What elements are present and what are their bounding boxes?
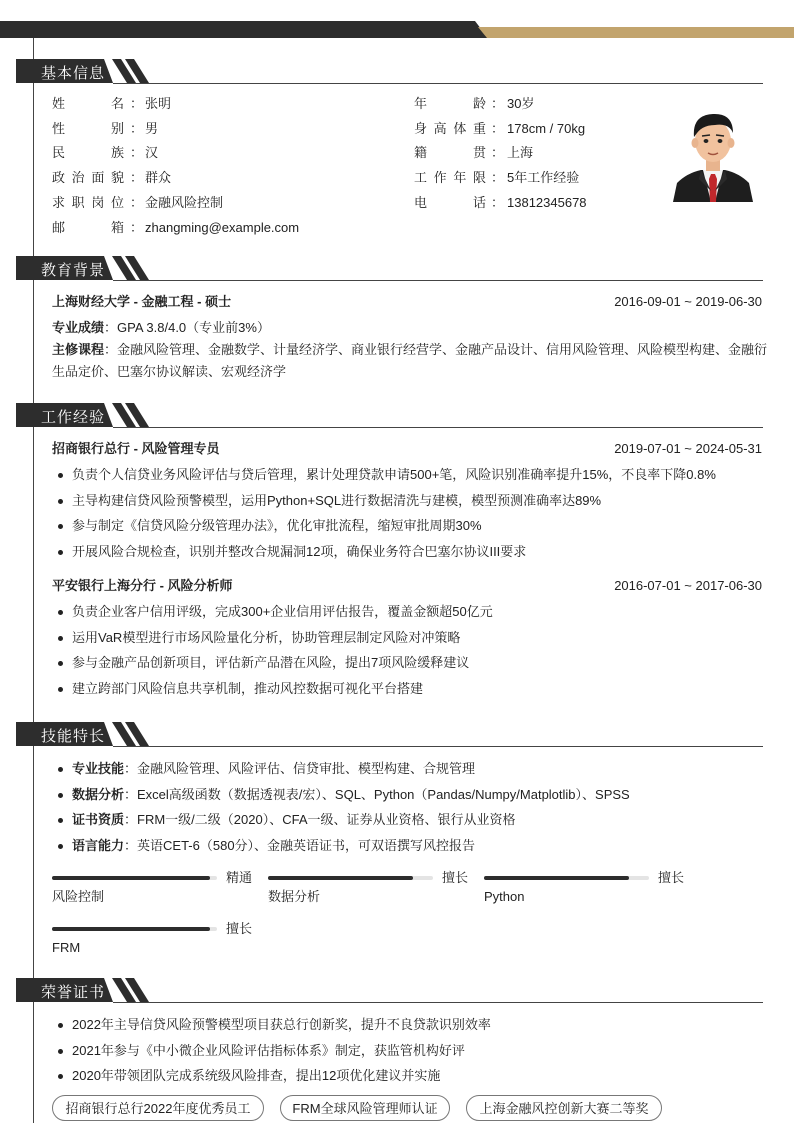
info-label-char: 话	[472, 194, 486, 210]
info-colon: ：	[130, 145, 144, 161]
section-header-education	[16, 256, 763, 280]
education-grade	[52, 320, 270, 336]
skill-value: ：金融风险管理、风险评估、信贷审批、模型构建、合规管理	[124, 761, 476, 776]
section-header-honors	[16, 978, 763, 1002]
skill-level: 擅长	[226, 921, 253, 936]
info-value: 30岁	[507, 96, 535, 111]
bullet-text: 开展风险合规检查，识别并整改合规漏洞12项，确保业务符合巴塞尔协议III要求	[72, 543, 527, 559]
info-label	[52, 195, 124, 211]
bullet-text: 负责个人信贷业务风险评估与贷后管理，累计处理贷款申请500+笔，风险识别准确率提升15%，不良率下降0.8%	[72, 467, 716, 482]
header-bar-dark	[0, 21, 488, 38]
info-label-char: 求	[52, 194, 66, 210]
bullet-dot	[58, 499, 63, 504]
skill-item	[72, 787, 630, 803]
info-label-char: 职	[71, 194, 85, 210]
info-value: 群众	[145, 170, 172, 186]
honor-pill: 招商银行总行2022年度优秀员工	[52, 1095, 264, 1121]
info-label	[414, 96, 486, 112]
info-label-char: 政	[52, 170, 66, 186]
skill-bar-track	[268, 876, 433, 880]
info-value: 上海	[507, 145, 534, 161]
skill-bar-fill	[52, 927, 210, 931]
bullet-dot	[58, 1023, 63, 1028]
info-label-char: 体	[453, 120, 467, 136]
bullet-dot	[58, 473, 63, 478]
info-label-char: 年	[453, 170, 467, 186]
section-title: 基本信息	[41, 65, 106, 82]
info-colon: ：	[491, 194, 505, 210]
info-colon: ：	[130, 170, 144, 186]
info-value: 张明	[145, 96, 172, 111]
info-label-char: 电	[414, 194, 428, 210]
info-label-char: 治	[71, 170, 85, 186]
skill-level: 擅长	[442, 870, 469, 885]
skill-name: FRM	[52, 940, 81, 955]
info-label-char: 工	[414, 170, 428, 186]
info-label-char: 别	[110, 120, 124, 136]
section-title: 技能特长	[41, 728, 106, 745]
courses-label: 主修课程	[52, 342, 105, 357]
bullet-dot	[58, 687, 63, 692]
info-label-char: 重	[472, 120, 486, 136]
skill-level: 精通	[226, 870, 253, 885]
skill-bar-fill	[484, 876, 629, 880]
section-header-work	[16, 403, 763, 427]
section-title: 工作经验	[41, 409, 106, 426]
info-value: 5年工作经验	[507, 170, 580, 186]
bullet-text: 参与制定《信贷风险分级管理办法》，优化审批流程，缩短审批周期30%	[72, 518, 482, 533]
skill-name: 数据分析	[268, 889, 321, 904]
info-value: 汉	[145, 145, 159, 161]
bullet-text: 主导构建信贷风险预警模型，运用Python+SQL进行数据清洗与建模，模型预测准确率达89%	[72, 492, 602, 508]
info-label-char: 身	[414, 120, 428, 136]
info-label	[414, 195, 486, 211]
info-colon: ：	[130, 219, 144, 235]
skill-bar-fill	[52, 876, 210, 880]
skill-bar-track	[484, 876, 649, 880]
skill-item	[72, 812, 516, 828]
header-bar-gold	[478, 27, 794, 38]
section-header-basic	[16, 59, 763, 83]
education-title: 上海财经大学 - 金融工程 - 硕士	[52, 294, 232, 309]
section-header-skills	[16, 722, 763, 746]
info-value: 金融风险控制	[145, 194, 224, 210]
info-colon: ：	[491, 145, 505, 161]
grade-label: 专业成绩	[52, 320, 105, 335]
section-title: 荣誉证书	[41, 984, 106, 1001]
skill-bar-track	[52, 876, 217, 880]
info-label-char: 作	[433, 170, 447, 186]
info-label	[52, 220, 124, 236]
info-label	[52, 145, 124, 161]
skill-item	[72, 838, 475, 854]
bullet-dot	[58, 610, 63, 615]
bullet-dot	[58, 1049, 63, 1054]
skill-label: 数据分析	[72, 786, 125, 802]
bullet-dot	[58, 661, 63, 666]
education-courses	[52, 342, 767, 358]
info-label-char: 限	[472, 170, 486, 186]
info-value: 178cm / 70kg	[507, 120, 586, 136]
job-dates: 2019-07-01 ~ 2024-05-31	[614, 441, 762, 456]
skill-name: 风险控制	[52, 889, 105, 904]
info-label-char: 邮	[52, 219, 66, 235]
bullet-text: 2020年带领团队完成系统级风险排查，提出12项优化建议并实施	[72, 1068, 441, 1083]
info-label	[414, 145, 486, 161]
skill-label: 语言能力	[72, 837, 125, 853]
skill-bar-track	[52, 927, 217, 931]
info-label-char: 面	[91, 170, 105, 186]
info-label-char: 性	[52, 120, 66, 136]
skill-value: ：英语CET-6（580分）、金融英语证书，可双语撰写风控报告	[124, 837, 476, 853]
info-value: zhangming@example.com	[145, 219, 300, 235]
info-label-char: 高	[433, 120, 447, 136]
info-label-char: 年	[414, 96, 428, 111]
left-rule	[33, 38, 34, 1123]
bullet-text: 建立跨部门风险信息共享机制，推动风控数据可视化平台搭建	[72, 680, 424, 696]
info-label-char: 姓	[52, 96, 66, 111]
bullet-dot	[58, 818, 63, 823]
bullet-dot	[58, 1074, 63, 1079]
bullet-text: 运用VaR模型进行市场风险量化分析，协助管理层制定风险对冲策略	[72, 629, 461, 645]
info-label-char: 族	[110, 145, 124, 161]
bullet-text: 2022年主导信贷风险预警模型项目获总行创新奖，提升不良贷款识别效率	[72, 1017, 491, 1032]
bullet-text: 参与金融产品创新项目，评估新产品潜在风险，提出7项风险缓释建议	[72, 655, 470, 670]
skill-label: 证书资质	[72, 812, 125, 827]
info-label-char: 位	[110, 194, 124, 210]
bullet-dot	[58, 793, 63, 798]
bullet-dot	[58, 636, 63, 641]
skill-item	[72, 761, 475, 777]
bullet-text: 负责企业客户信用评级，完成300+企业信用评估报告，覆盖金额超50亿元	[72, 604, 493, 619]
info-colon: ：	[130, 120, 144, 136]
info-colon: ：	[130, 96, 144, 111]
courses-value: ：金融风险管理、金融数学、计量经济学、商业银行经营学、金融产品设计、信用风险管理、风险模型构建、金融衍	[104, 342, 768, 357]
info-label-char: 籍	[414, 145, 428, 161]
info-label	[414, 170, 486, 186]
honor-pill: FRM全球风险管理师认证	[280, 1095, 450, 1121]
info-label	[52, 121, 124, 137]
section-title: 教育背景	[41, 262, 106, 279]
bullet-dot	[58, 844, 63, 849]
info-label-char: 贯	[472, 145, 486, 161]
job-dates: 2016-07-01 ~ 2017-06-30	[614, 578, 762, 593]
job-title: 平安银行上海分行 - 风险分析师	[52, 578, 233, 593]
skill-value: ：FRM一级/二级（2020）、CFA一级、证券从业资格、银行从业资格	[124, 812, 516, 827]
skill-level: 擅长	[658, 870, 685, 885]
info-label-char: 民	[52, 145, 66, 161]
info-value: 13812345678	[507, 194, 587, 210]
skill-bar-fill	[268, 876, 413, 880]
info-label-char: 龄	[472, 96, 486, 111]
info-label	[52, 96, 124, 112]
skill-label: 专业技能	[72, 761, 125, 776]
education-courses-cont: 生品定价、巴塞尔协议解读、宏观经济学	[52, 364, 287, 379]
info-label-char: 貌	[110, 170, 124, 186]
bullet-dot	[58, 524, 63, 529]
info-label-char: 箱	[110, 219, 124, 235]
info-label-char: 名	[110, 96, 124, 111]
skill-value: ：Excel高级函数（数据透视表/宏）、SQL、Python（Pandas/Numpy/Matplotlib）、SPSS	[124, 786, 630, 802]
honor-pill: 上海金融风控创新大赛二等奖	[466, 1095, 662, 1121]
info-label-char: 岗	[91, 194, 105, 210]
info-value: 男	[145, 120, 159, 136]
info-label	[414, 121, 486, 137]
bullet-dot	[58, 767, 63, 772]
bullet-dot	[58, 550, 63, 555]
profile-photo	[667, 103, 759, 202]
info-colon: ：	[130, 194, 144, 210]
job-title: 招商银行总行 - 风险管理专员	[52, 441, 220, 456]
info-colon: ：	[491, 120, 505, 136]
info-label	[52, 170, 124, 186]
info-colon: ：	[491, 170, 505, 186]
skill-name: Python	[484, 889, 525, 904]
info-colon: ：	[491, 96, 505, 111]
bullet-text: 2021年参与《中小微企业风险评估指标体系》制定，获监管机构好评	[72, 1042, 465, 1058]
grade-value: ：GPA 3.8/4.0（专业前3%）	[104, 320, 270, 335]
education-dates: 2016-09-01 ~ 2019-06-30	[614, 294, 762, 309]
